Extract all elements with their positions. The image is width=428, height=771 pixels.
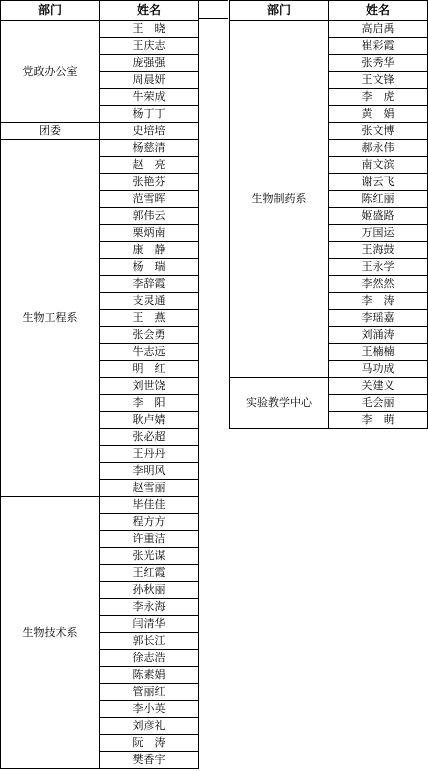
name-cell: 陈素娟 <box>100 667 199 684</box>
name-cell: 张文博 <box>329 123 428 140</box>
department-cell: 生物制药系 <box>230 21 329 378</box>
right-roster-body <box>230 1 428 429</box>
name-cell: 庞强强 <box>100 55 199 72</box>
department-cell: 党政办公室 <box>1 21 100 123</box>
name-cell: 张艳芬 <box>100 174 199 191</box>
name-cell: 崔彩霞 <box>329 38 428 55</box>
name-cell: 耿卢婧 <box>100 412 199 429</box>
table-row <box>1 21 199 38</box>
name-cell: 王 晓 <box>100 21 199 38</box>
name-cell: 赵雪丽 <box>100 480 199 497</box>
name-cell: 刘世饶 <box>100 378 199 395</box>
name-cell: 周晨妍 <box>100 72 199 89</box>
table-row <box>230 378 428 395</box>
header-row <box>1 1 199 21</box>
name-cell: 康 静 <box>100 242 199 259</box>
header-row <box>230 1 428 21</box>
name-cell: 樊香宇 <box>100 752 199 769</box>
name-cell: 李然然 <box>329 276 428 293</box>
name-cell: 栗炳南 <box>100 225 199 242</box>
department-cell: 生物技术系 <box>1 497 100 769</box>
name-cell: 刘涌涛 <box>329 327 428 344</box>
name-cell: 李 萌 <box>329 412 428 429</box>
name-cell: 支灵通 <box>100 293 199 310</box>
name-cell: 李明风 <box>100 463 199 480</box>
name-cell: 阮 涛 <box>100 735 199 752</box>
table-row <box>1 140 199 157</box>
name-cell: 南文滨 <box>329 157 428 174</box>
name-cell: 李 虎 <box>329 89 428 106</box>
name-header: 姓名 <box>329 1 428 21</box>
name-cell: 杨慈清 <box>100 140 199 157</box>
name-cell: 王 燕 <box>100 310 199 327</box>
table-row <box>1 497 199 514</box>
name-cell: 孙秋丽 <box>100 582 199 599</box>
name-cell: 马功成 <box>329 361 428 378</box>
name-cell: 范雪晖 <box>100 191 199 208</box>
name-header: 姓名 <box>100 1 199 21</box>
name-cell: 许重洁 <box>100 531 199 548</box>
department-cell: 团委 <box>1 123 100 140</box>
name-cell: 郝永伟 <box>329 140 428 157</box>
table-row <box>230 21 428 38</box>
name-cell: 刘彦礼 <box>100 718 199 735</box>
name-cell: 姬盛路 <box>329 208 428 225</box>
name-cell: 杨 瑞 <box>100 259 199 276</box>
name-cell: 张必超 <box>100 429 199 446</box>
name-cell: 张会勇 <box>100 327 199 344</box>
name-cell: 万国运 <box>329 225 428 242</box>
name-cell: 牛荣成 <box>100 89 199 106</box>
name-cell: 王文锋 <box>329 72 428 89</box>
name-cell: 王丹丹 <box>100 446 199 463</box>
name-cell: 陈红丽 <box>329 191 428 208</box>
name-cell: 李 涛 <box>329 293 428 310</box>
name-cell: 徐志浩 <box>100 650 199 667</box>
name-cell: 管丽红 <box>100 684 199 701</box>
name-cell: 张光谋 <box>100 548 199 565</box>
name-cell: 郭伟云 <box>100 208 199 225</box>
dept-header: 部门 <box>1 1 100 21</box>
left-roster-body <box>1 1 199 769</box>
name-cell: 李永海 <box>100 599 199 616</box>
table-row <box>1 123 199 140</box>
name-cell: 毛会丽 <box>329 395 428 412</box>
department-cell: 生物工程系 <box>1 140 100 497</box>
right-roster-table <box>229 0 428 429</box>
left-roster-table <box>0 0 199 769</box>
name-cell: 王楠楠 <box>329 344 428 361</box>
name-cell: 牛志远 <box>100 344 199 361</box>
name-cell: 王永学 <box>329 259 428 276</box>
name-cell: 李 阳 <box>100 395 199 412</box>
name-cell: 明 红 <box>100 361 199 378</box>
name-cell: 李小英 <box>100 701 199 718</box>
name-cell: 李瑶嘉 <box>329 310 428 327</box>
department-cell: 实验教学中心 <box>230 378 329 429</box>
name-cell: 张秀华 <box>329 55 428 72</box>
name-cell: 黄 娟 <box>329 106 428 123</box>
name-cell: 王庆志 <box>100 38 199 55</box>
dept-header: 部门 <box>230 1 329 21</box>
name-cell: 王海鼓 <box>329 242 428 259</box>
name-cell: 赵 亮 <box>100 157 199 174</box>
name-cell: 毕佳佳 <box>100 497 199 514</box>
name-cell: 郭长江 <box>100 633 199 650</box>
name-cell: 王红霞 <box>100 565 199 582</box>
name-cell: 高启禹 <box>329 21 428 38</box>
name-cell: 闫清华 <box>100 616 199 633</box>
name-cell: 谢云飞 <box>329 174 428 191</box>
name-cell: 李辞霞 <box>100 276 199 293</box>
header-gap <box>199 0 228 19</box>
name-cell: 关建义 <box>329 378 428 395</box>
name-cell: 杨丁丁 <box>100 106 199 123</box>
name-cell: 史培培 <box>100 123 199 140</box>
name-cell: 程方方 <box>100 514 199 531</box>
